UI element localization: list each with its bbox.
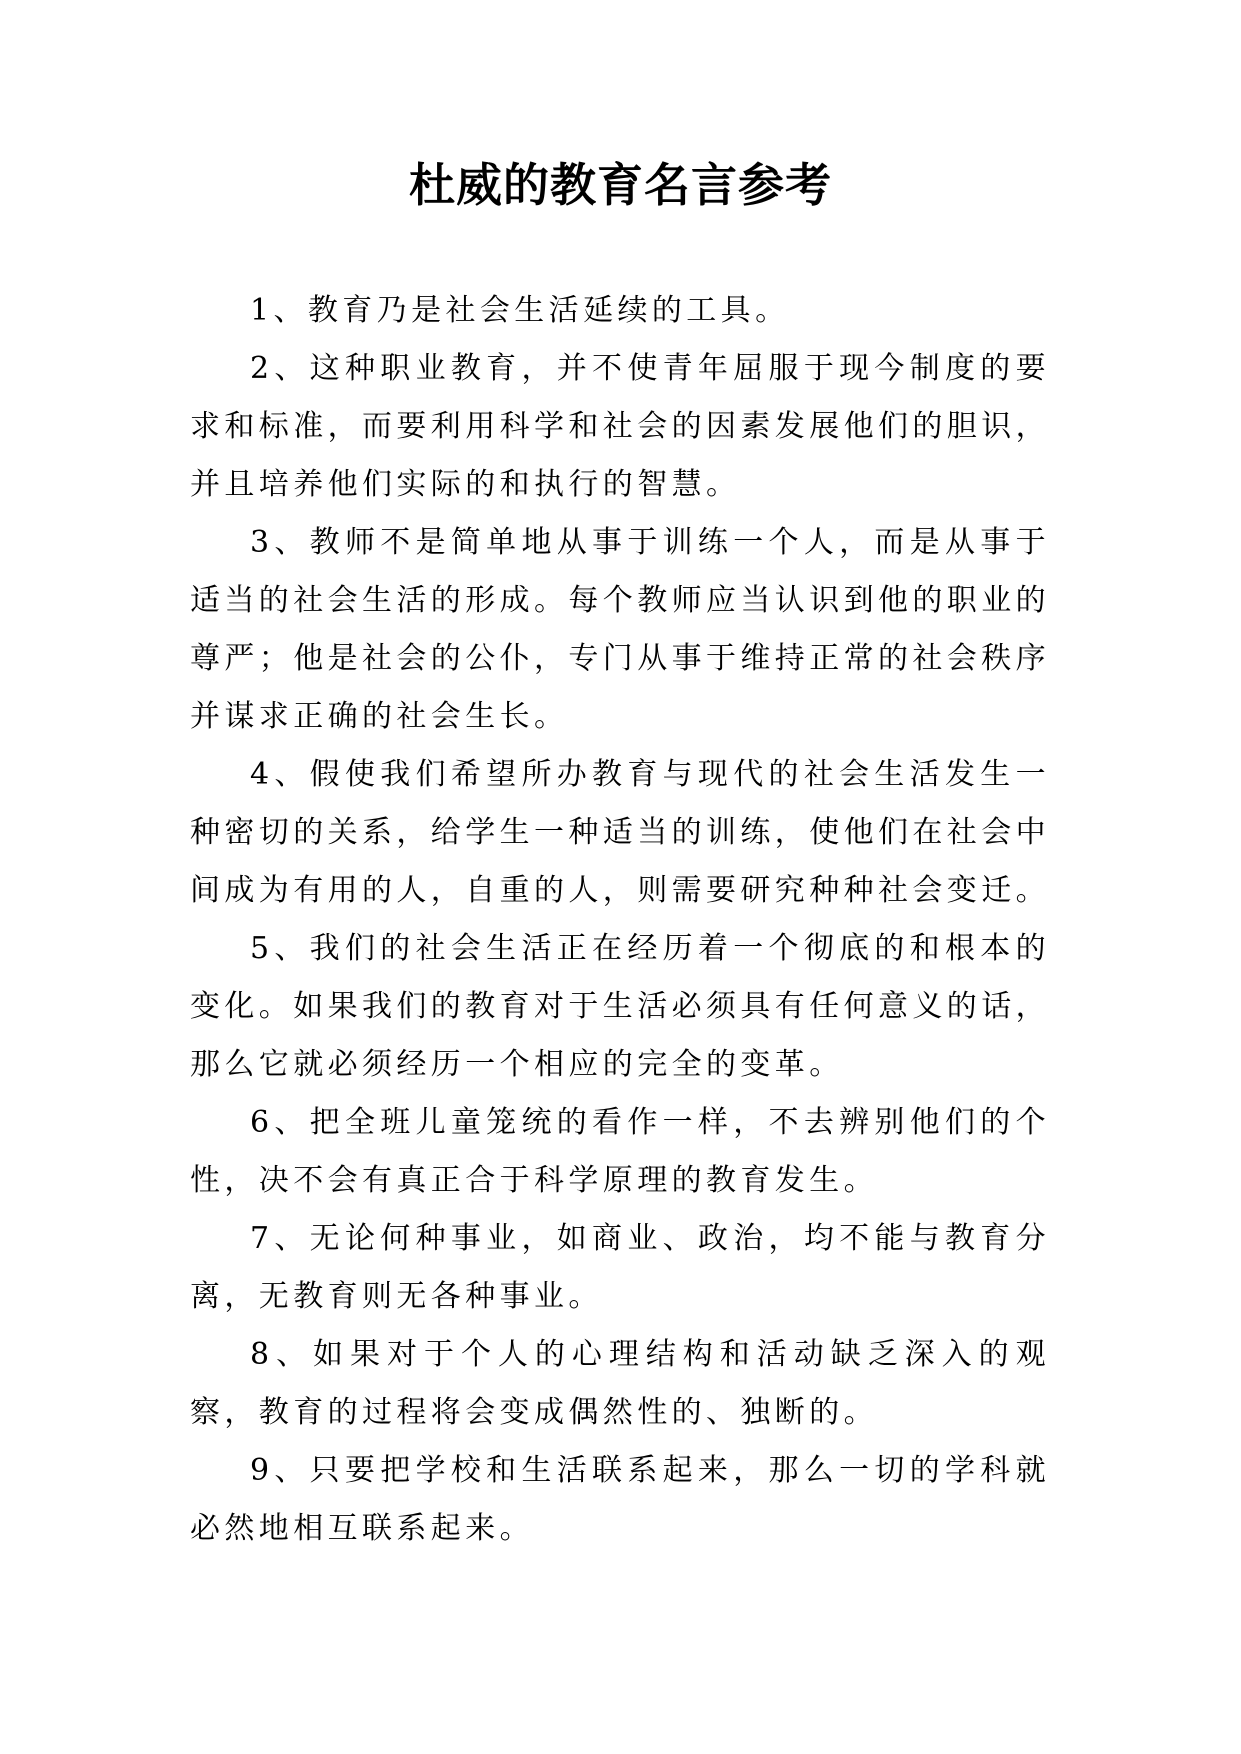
quote-paragraph-1: 1、教育乃是社会生活延续的工具。 [250, 293, 790, 328]
quote-paragraph-8: 8、如果对于个人的心理结构和活动缺乏深入的观察，教育的过程将会变成偶然性的、独断的。 [190, 1337, 1050, 1430]
document-title: 杜威的教育名言参考 [409, 158, 832, 212]
document-body [190, 282, 1050, 1558]
quote-paragraph-3: 3、教师不是简单地从事于训练一个人，而是从事于适当的社会生活的形成。每个教师应当认识到他的职业的尊严；他是社会的公仆，专门从事于维持正常的社会秩序并谋求正确的社会生长。 [190, 525, 1050, 734]
quote-paragraph-2: 2、这种职业教育，并不使青年屈服于现今制度的要求和标准，而要利用科学和社会的因素发展他们的胆识，并且培养他们实际的和执行的智慧。 [190, 351, 1050, 502]
quote-paragraph-6: 6、把全班儿童笼统的看作一样，不去辨别他们的个性，决不会有真正合于科学原理的教育发生。 [190, 1105, 1050, 1198]
quote-paragraph-7: 7、无论何种事业，如商业、政治，均不能与教育分离，无教育则无各种事业。 [190, 1221, 1050, 1314]
quote-paragraph-9: 9、只要把学校和生活联系起来，那么一切的学科就必然地相互联系起来。 [190, 1453, 1050, 1546]
quote-paragraph-4: 4、假使我们希望所办教育与现代的社会生活发生一种密切的关系，给学生一种适当的训练，使他们在社会中间成为有用的人，自重的人，则需要研究种种社会变迁。 [190, 757, 1050, 908]
quote-paragraph-5: 5、我们的社会生活正在经历着一个彻底的和根本的变化。如果我们的教育对于生活必须具有任何意义的话，那么它就必须经历一个相应的完全的变革。 [190, 931, 1050, 1082]
